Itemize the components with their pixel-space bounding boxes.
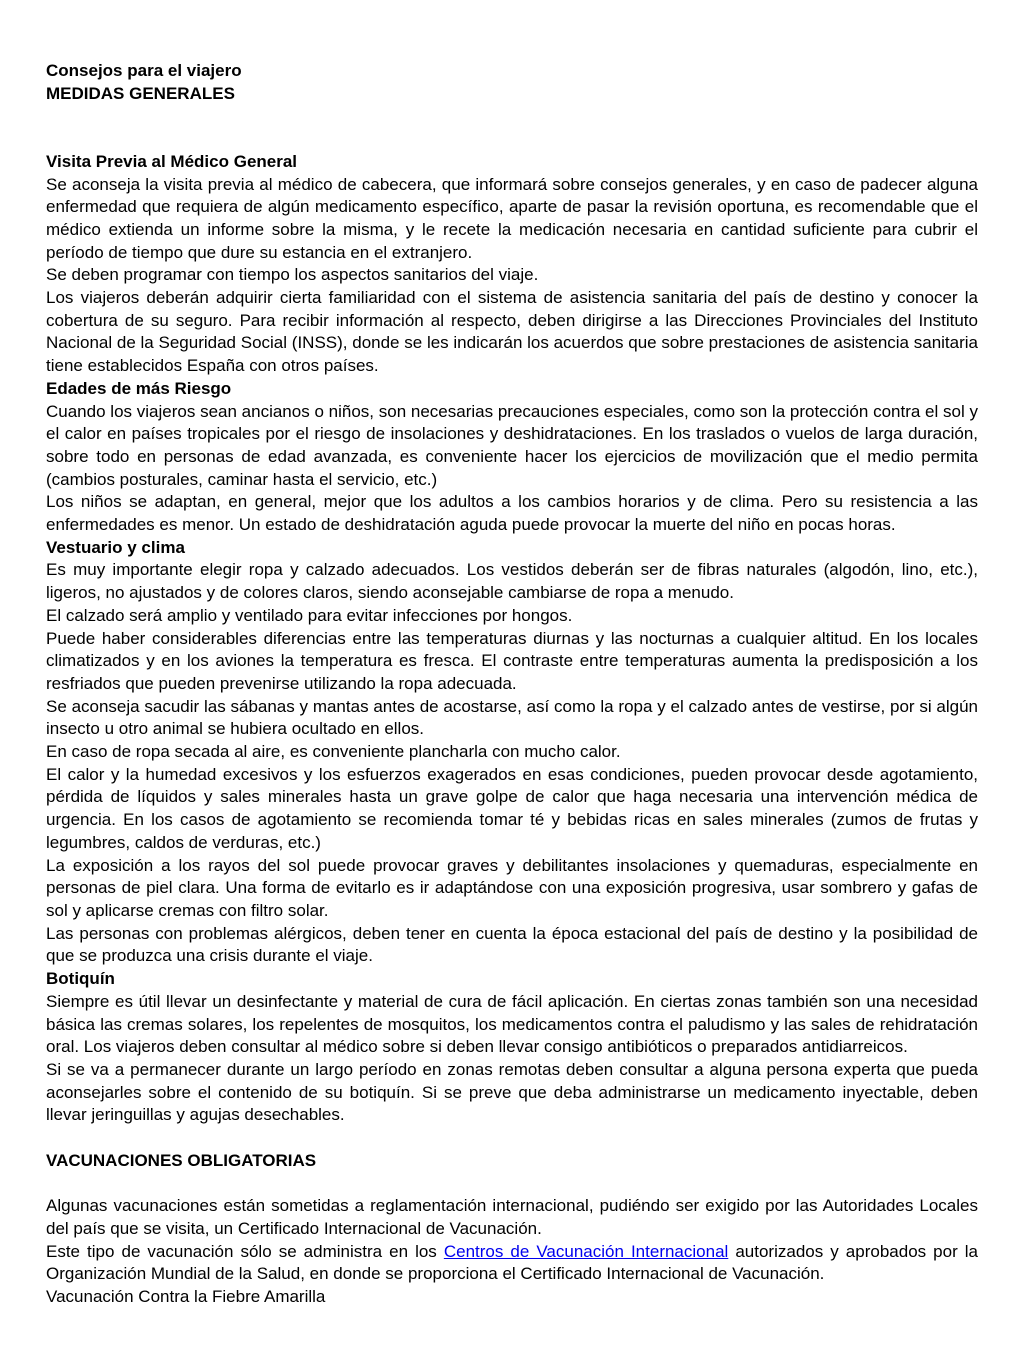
paragraph: Las personas con problemas alérgicos, deben tener en cuenta la época estacional del país de destino y la posibilidad de que se produzca una crisis durante el viaje.	[46, 923, 978, 966]
section-heading-edades: Edades de más Riesgo	[46, 378, 232, 398]
paragraph: Siempre es útil llevar un desinfectante y material de cura de fácil aplicación. En ciertas zonas también son una necesidad básica las cremas solares, los repelentes de mosquitos, los medicamentos contra el paludismo y las sales de rehidratación oral. Los viajeros deben consultar al médico sobre si deben llevar consigo antibióticos o preparados antidiarreicos.	[46, 991, 978, 1057]
paragraph: La exposición a los rayos del sol puede provocar graves y debilitantes insolaciones y quemaduras, especialmente en personas de piel clara. Una forma de evitarlo es ir adaptándose con una exposición progresiva, usar sombrero y gafas de sol y aplicarse cremas con filtro solar.	[46, 855, 978, 920]
spacer	[46, 105, 978, 150]
document-title: Consejos para el viajero	[46, 61, 242, 80]
paragraph: Se aconseja la visita previa al médico de cabecera, que informará sobre consejos generales, y en caso de padecer alguna enfermedad que requiera de algún medicamento específico, aparte de pasar la revisión oportuna, es recomendable que el médico extienda un informe sobre la misma, y le recete la medicación necesaria en cantidad suficiente para cubrir el período de tiempo que dure su estancia en el extranjero.	[46, 174, 978, 262]
paragraph: El calor y la humedad excesivos y los esfuerzos exagerados en esas condiciones, pueden provocar desde agotamiento, pérdida de líquidos y sales minerales hasta un grave golpe de calor que haga necesaria una intervención médica de urgencia. En los casos de agotamiento se recomienda tomar té y bebidas ricas en sales minerales (zumos de frutas y legumbres, caldos de verduras, etc.)	[46, 764, 978, 852]
paragraph: Los niños se adaptan, en general, mejor que los adultos a los cambios horarios y de clima. Pero su resistencia a las enfermedades es menor. Un estado de deshidratación aguda puede provocar la muerte del niño en pocas horas.	[46, 492, 978, 535]
spacer	[46, 1127, 978, 1150]
section-heading-botiquin: Botiquín	[46, 969, 115, 989]
paragraph: Se aconseja sacudir las sábanas y mantas antes de acostarse, así como la ropa y el calzado antes de vestirse, por si algún insecto u otro animal se hubiera ocultado en ellos.	[46, 696, 978, 739]
document-subtitle: MEDIDAS GENERALES	[46, 83, 235, 103]
document-body	[46, 60, 978, 1309]
paragraph: El calzado será amplio y ventilado para evitar infecciones por hongos.	[46, 605, 573, 625]
paragraph: Es muy importante elegir ropa y calzado adecuados. Los vestidos deberán ser de fibras naturales (algodón, lino, etc.), ligeros, no ajustados y de colores claros, siendo aconsejable cambiarse de ropa a menudo.	[46, 560, 978, 603]
paragraph-text: Este tipo de vacunación sólo se administra en los	[46, 1241, 444, 1261]
link-centros-vacunacion[interactable]: Centros de Vacunación Internacional	[443, 1241, 729, 1261]
paragraph: Puede haber considerables diferencias entre las temperaturas diurnas y las nocturnas a cualquier altitud. En los locales climatizados y en los aviones la temperatura es fresca. El contraste entre temperaturas aumenta la predisposición a los resfriados que pueden prevenirse utilizando la ropa adecuada.	[46, 628, 978, 693]
section-heading-vacunaciones: VACUNACIONES OBLIGATORIAS	[46, 1150, 317, 1170]
paragraph: En caso de ropa secada al aire, es conveniente plancharla con mucho calor.	[46, 742, 621, 762]
paragraph: Algunas vacunaciones están sometidas a reglamentación internacional, pudiéndo ser exigido por las Autoridades Locales del país que se visita, un Certificado Internacional de Vacunación.	[46, 1196, 978, 1238]
section-heading-vestuario: Vestuario y clima	[46, 537, 185, 557]
section-heading-visita: Visita Previa al Médico General	[46, 151, 298, 171]
paragraph: Vacunación Contra la Fiebre Amarilla	[46, 1286, 326, 1306]
paragraph: Se deben programar con tiempo los aspectos sanitarios del viaje.	[46, 265, 539, 285]
paragraph: Si se va a permanecer durante un largo período en zonas remotas deben consultar a alguna persona experta que pueda aconsejarles sobre el contenido de su botiquín. Si se preve que deba administrarse un medicamento inyectable, deben llevar jeringuillas y agujas desechables.	[46, 1059, 978, 1125]
spacer	[46, 1172, 978, 1195]
paragraph: Los viajeros deberán adquirir cierta familiaridad con el sistema de asistencia sanitaria del país de destino y conocer la cobertura de su seguro. Para recibir información al respecto, deben dirigirse a las Direcciones Provinciales del Instituto Nacional de la Seguridad Social (INSS), donde se les indicarán los acuerdos que sobre prestaciones de asistencia sanitaria tiene establecidos España con otros países.	[46, 288, 978, 376]
paragraph-text: autorizados y aprobados por la Organización Mundial de la Salud, en donde se proporciona el Certificado Internacional de Vacunación.	[46, 1241, 979, 1284]
paragraph-with-link	[46, 1241, 978, 1286]
paragraph: Cuando los viajeros sean ancianos o niños, son necesarias precauciones especiales, como son la protección contra el sol y el calor en países tropicales por el riesgo de insolaciones y deshidrataciones. En los traslados o vuelos de larga duración, sobre todo en personas de edad avanzada, es conveniente hacer los ejercicios de movilización que el medio permita (cambios posturales, caminar hasta el servicio, etc.)	[46, 401, 978, 489]
